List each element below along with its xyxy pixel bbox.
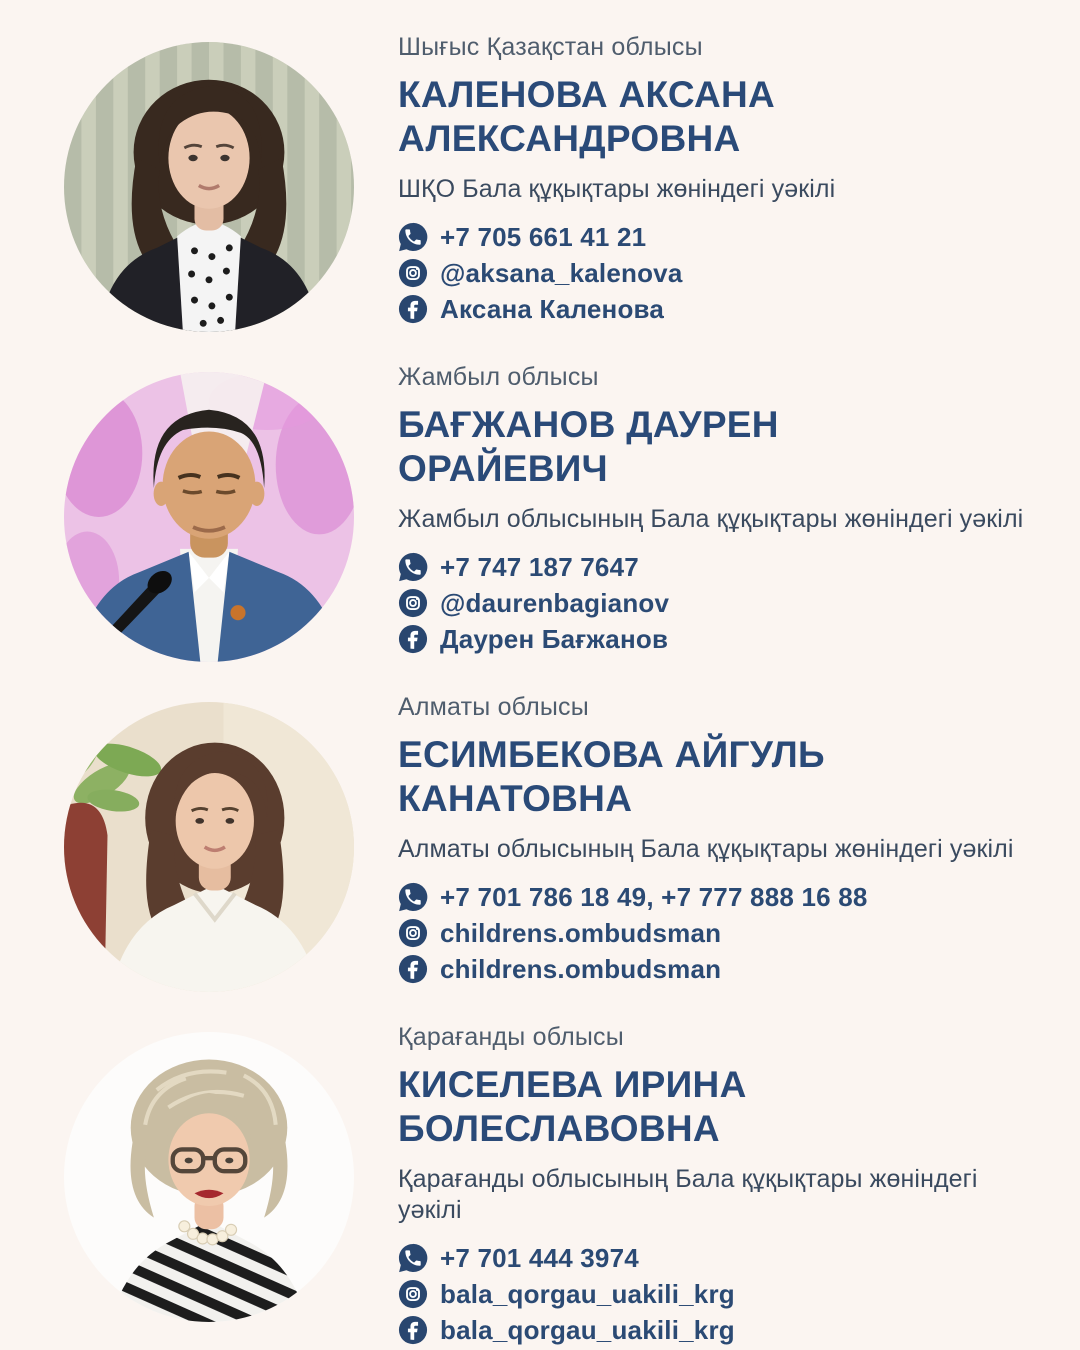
person-position: Қарағанды облысының Бала құқықтары жөніндегі уәкілі [398, 1165, 978, 1224]
portrait-illustration [64, 1032, 354, 1322]
phone-row[interactable] [398, 1243, 1038, 1273]
phone-number: +7 747 187 7647 [440, 552, 639, 582]
facebook-circle-icon [398, 624, 428, 654]
facebook-row[interactable] [398, 1315, 1038, 1345]
region-label: Шығыс Қазақстан облысы [398, 33, 703, 61]
instagram-row[interactable] [398, 588, 1038, 618]
contact-info [398, 30, 1038, 324]
instagram-circle-icon [398, 918, 428, 948]
instagram-handle: @aksana_kalenova [440, 258, 683, 288]
instagram-handle: @daurenbagianov [440, 588, 670, 618]
instagram-handle: bala_qorgau_uakili_krg [440, 1279, 735, 1309]
person-name-line2: ОРАЙЕВИЧ [398, 448, 608, 489]
facebook-name: Даурен Бағжанов [440, 624, 669, 654]
whatsapp-phone-circle-icon [398, 552, 428, 582]
instagram-row[interactable] [398, 918, 1038, 948]
person-position: ШҚО Бала құқықтары жөніндегі уәкілі [398, 175, 836, 203]
whatsapp-phone-circle-icon [398, 222, 428, 252]
person-position: Жамбыл облысының Бала құқықтары жөніндегі уәкілі [398, 505, 1024, 533]
facebook-row[interactable] [398, 294, 1038, 324]
facebook-name: Аксана Каленова [440, 294, 665, 324]
portrait-illustration [64, 372, 354, 662]
phone-row[interactable] [398, 222, 1038, 252]
person-name-line2: КАНАТОВНА [398, 778, 633, 819]
facebook-circle-icon [398, 294, 428, 324]
contact-info [398, 690, 1038, 984]
facebook-name: bala_qorgau_uakili_krg [440, 1315, 735, 1345]
portrait-illustration [64, 702, 354, 992]
contact-card [0, 360, 1080, 690]
instagram-row[interactable] [398, 258, 1038, 288]
person-name-line1: КИСЕЛЕВА ИРИНА [398, 1064, 747, 1105]
contact-list [398, 222, 1038, 324]
instagram-circle-icon [398, 258, 428, 288]
person-name-line1: ЕСИМБЕКОВА АЙГУЛЬ [398, 734, 825, 775]
contact-list [398, 552, 1038, 654]
contact-list [398, 1243, 1038, 1345]
region-label: Жамбыл облысы [398, 363, 599, 391]
portrait-photo [64, 702, 354, 992]
region-label: Қарағанды облысы [398, 1023, 624, 1051]
portrait-photo [64, 372, 354, 662]
instagram-handle: childrens.ombudsman [440, 918, 722, 948]
person-name-line2: БОЛЕСЛАВОВНА [398, 1108, 720, 1149]
phone-row[interactable] [398, 882, 1038, 912]
contact-info [398, 360, 1038, 654]
contact-info [398, 1020, 1038, 1345]
instagram-circle-icon [398, 588, 428, 618]
person-name [398, 73, 1038, 161]
facebook-circle-icon [398, 1315, 428, 1345]
facebook-row[interactable] [398, 624, 1038, 654]
contact-card [0, 1020, 1080, 1350]
person-name-line1: БАҒЖАНОВ ДАУРЕН [398, 404, 779, 445]
person-name-line2: АЛЕКСАНДРОВНА [398, 118, 741, 159]
instagram-circle-icon [398, 1279, 428, 1309]
contact-card [0, 690, 1080, 1020]
phone-row[interactable] [398, 552, 1038, 582]
facebook-circle-icon [398, 954, 428, 984]
facebook-name: childrens.ombudsman [440, 954, 722, 984]
person-name [398, 1063, 1038, 1151]
person-name [398, 733, 1038, 821]
whatsapp-phone-circle-icon [398, 1243, 428, 1273]
whatsapp-phone-circle-icon [398, 882, 428, 912]
instagram-row[interactable] [398, 1279, 1038, 1309]
contact-list [398, 882, 1038, 984]
person-position: Алматы облысының Бала құқықтары жөніндегі уәкілі [398, 835, 1014, 863]
contact-card [0, 30, 1080, 360]
person-name [398, 403, 1038, 491]
facebook-row[interactable] [398, 954, 1038, 984]
phone-number: +7 705 661 41 21 [440, 222, 647, 252]
phone-number: +7 701 444 3974 [440, 1243, 639, 1273]
portrait-photo [64, 1032, 354, 1322]
person-name-line1: КАЛЕНОВА АКСАНА [398, 74, 776, 115]
region-label: Алматы облысы [398, 693, 589, 721]
portrait-illustration [64, 42, 354, 332]
portrait-photo [64, 42, 354, 332]
phone-number: +7 701 786 18 49, +7 777 888 16 88 [440, 882, 868, 912]
